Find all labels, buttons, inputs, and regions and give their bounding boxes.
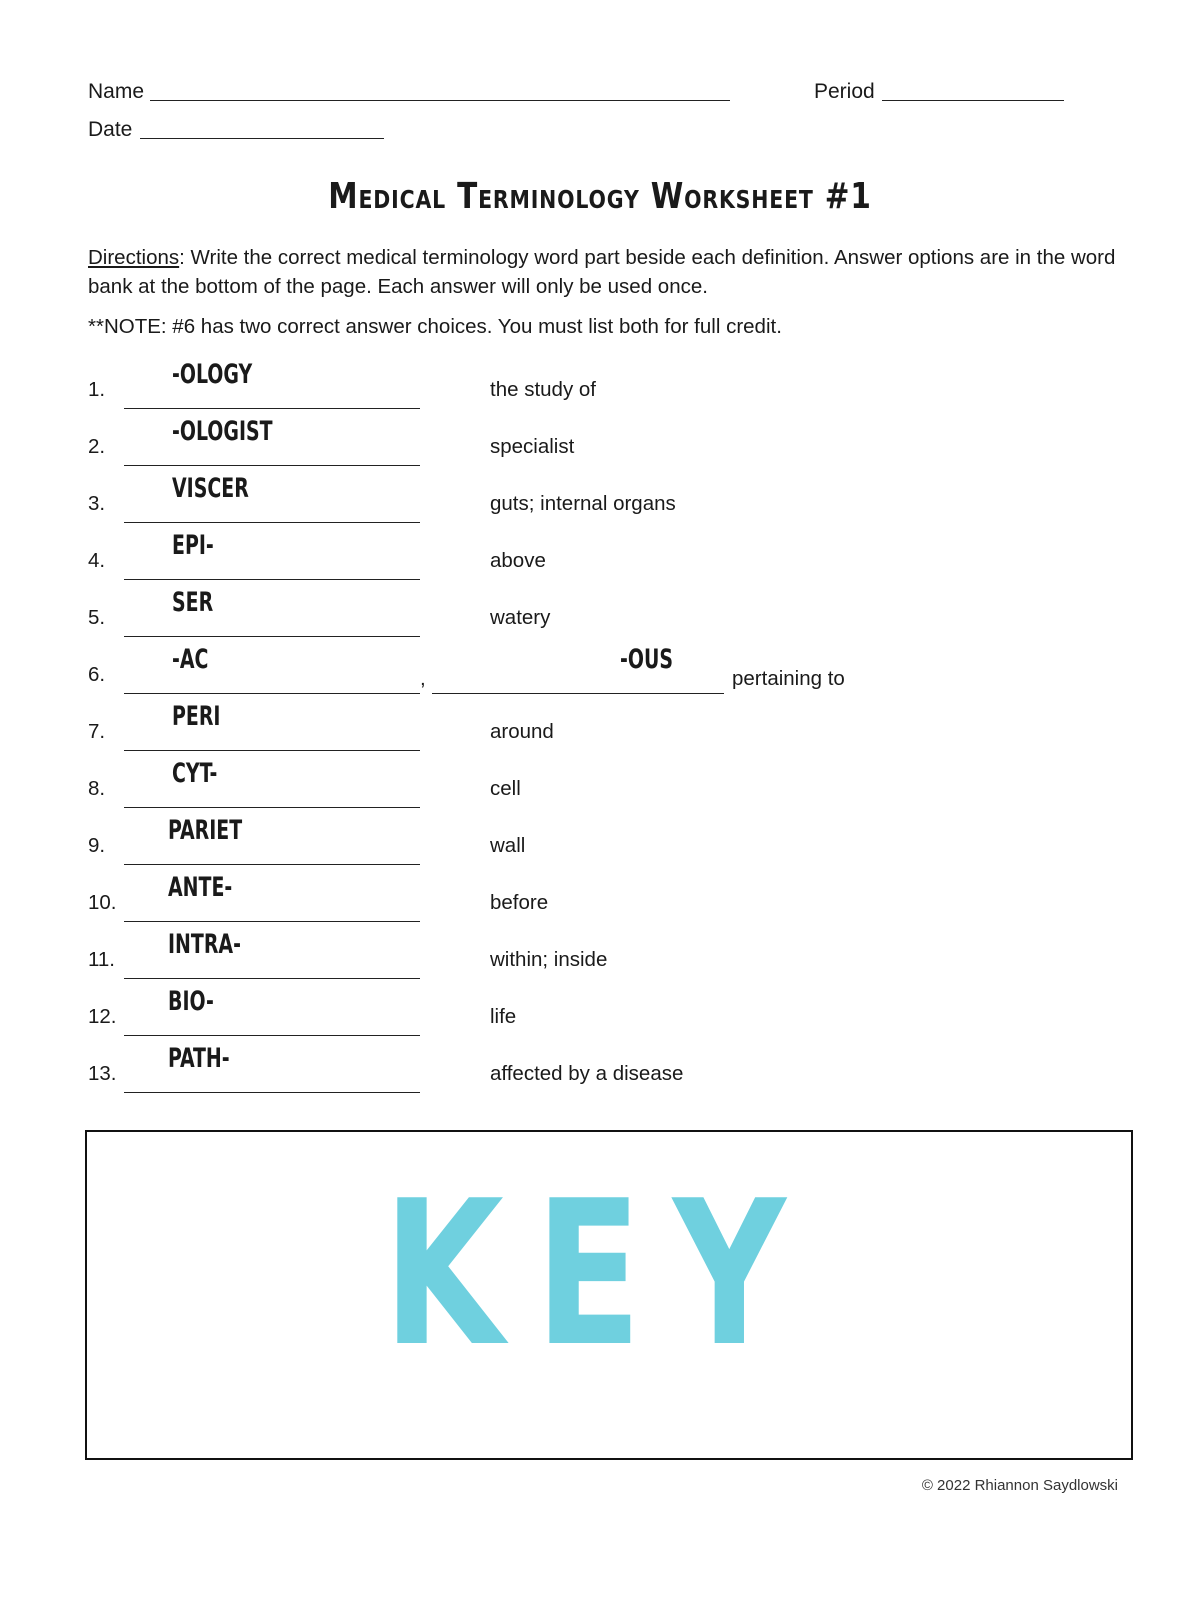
name-label: Name <box>88 80 145 103</box>
item-number: 13. <box>88 1062 117 1085</box>
definition: above <box>490 549 546 572</box>
definition: wall <box>490 834 526 857</box>
item-number: 11. <box>88 948 115 971</box>
key-stamp: KEY <box>382 1158 818 1391</box>
directions-note: **NOTE: #6 has two correct answer choices. You must list both for full credit. <box>88 315 782 338</box>
handwritten-answer: PARIET <box>168 815 243 846</box>
answer-blank[interactable] <box>124 693 420 694</box>
item-number: 3. <box>88 492 106 515</box>
definition: pertaining to <box>732 667 845 690</box>
answer-blank[interactable] <box>124 978 420 979</box>
definition: guts; internal organs <box>490 492 676 515</box>
directions <box>88 243 1118 301</box>
answer-blank[interactable] <box>124 636 420 637</box>
copyright: © 2022 Rhiannon Saydlowski <box>921 1477 1118 1494</box>
item-number: 12. <box>88 1005 117 1028</box>
period-field-line[interactable] <box>882 100 1064 101</box>
definition: before <box>490 891 549 914</box>
directions-label: Directions <box>88 246 180 269</box>
item-number: 7. <box>88 720 106 743</box>
handwritten-answer: CYT- <box>172 758 218 789</box>
name-field-line[interactable] <box>150 100 730 101</box>
item-number: 4. <box>88 549 106 572</box>
item-number: 10. <box>88 891 117 914</box>
answer-blank[interactable] <box>124 921 420 922</box>
period-label: Period <box>814 80 875 103</box>
date-field-line[interactable] <box>140 138 384 139</box>
handwritten-answer: PATH- <box>168 1043 230 1074</box>
definition: around <box>490 720 554 743</box>
handwritten-answer: -AC <box>172 644 209 675</box>
definition: the study of <box>490 378 596 401</box>
handwritten-answer-second: -OUS <box>620 644 674 675</box>
answer-blank-second[interactable] <box>432 693 724 694</box>
item-number: 5. <box>88 606 106 629</box>
answer-blank[interactable] <box>124 807 420 808</box>
answer-separator: , <box>420 667 426 690</box>
definition: within; inside <box>490 948 608 971</box>
item-number: 6. <box>88 663 106 686</box>
handwritten-answer: -OLOGIST <box>172 416 273 447</box>
worksheet-title: Medical Terminology Worksheet #1 <box>328 176 872 217</box>
definition: specialist <box>490 435 575 458</box>
handwritten-answer: INTRA- <box>168 929 241 960</box>
definition: cell <box>490 777 521 800</box>
handwritten-answer: ANTE- <box>168 872 233 903</box>
answer-blank[interactable] <box>124 864 420 865</box>
handwritten-answer: PERI <box>172 701 221 732</box>
answer-blank[interactable] <box>124 750 420 751</box>
item-number: 9. <box>88 834 106 857</box>
handwritten-answer: -OLOGY <box>172 359 253 390</box>
answer-blank[interactable] <box>124 408 420 409</box>
item-number: 1. <box>88 378 106 401</box>
item-number: 8. <box>88 777 106 800</box>
handwritten-answer: EPI- <box>172 530 214 561</box>
answer-blank[interactable] <box>124 465 420 466</box>
directions-text: : Write the correct medical terminology word part beside each definition. Answer options are in the word bank at the bottom of the page. Each answer will only be used once. <box>88 246 1116 298</box>
answer-blank[interactable] <box>124 1092 420 1093</box>
definition: watery <box>490 606 551 629</box>
answer-blank[interactable] <box>124 1035 420 1036</box>
definition: life <box>490 1005 517 1028</box>
answer-blank[interactable] <box>124 522 420 523</box>
item-number: 2. <box>88 435 106 458</box>
handwritten-answer: BIO- <box>168 986 214 1017</box>
date-label: Date <box>88 118 133 141</box>
definition: affected by a disease <box>490 1062 684 1085</box>
handwritten-answer: VISCER <box>172 473 249 504</box>
answer-blank[interactable] <box>124 579 420 580</box>
handwritten-answer: SER <box>172 587 214 618</box>
